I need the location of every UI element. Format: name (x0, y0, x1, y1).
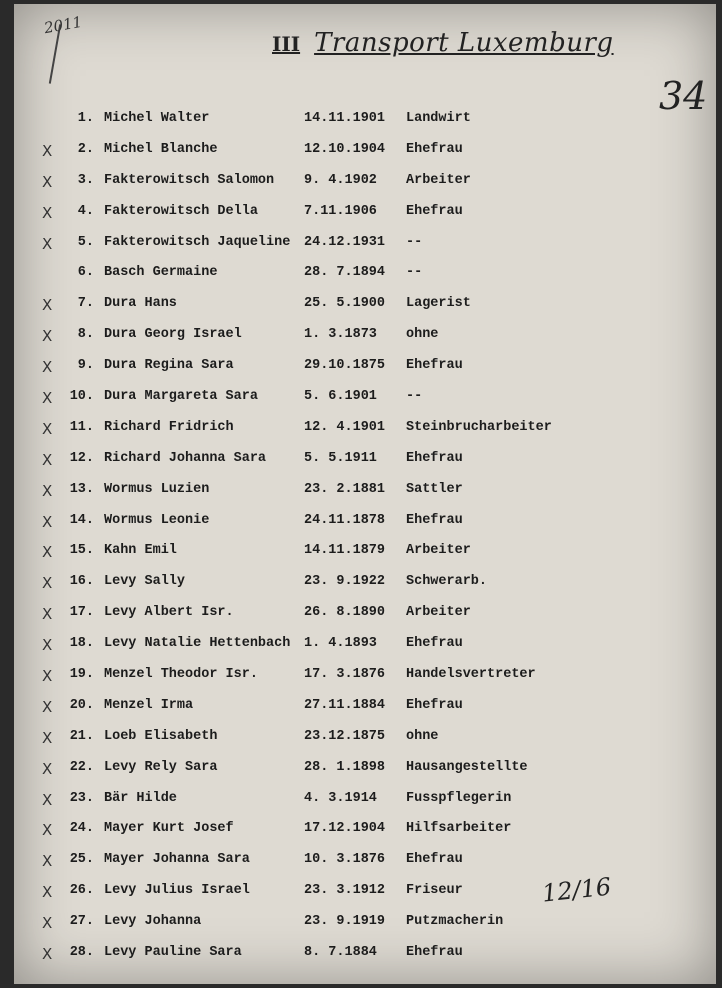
occupation: Friseur (406, 883, 463, 899)
check-mark: X (42, 790, 53, 809)
entry-number: 20. (69, 697, 94, 713)
entry-number: 27. (69, 914, 94, 930)
list-item (14, 444, 716, 475)
entry-number: 7. (77, 296, 94, 312)
birth-date: 24.12.1931 (304, 234, 386, 250)
person-name: Fakterowitsch Salomon (104, 172, 275, 188)
birth-date: 5. 5.1911 (304, 450, 377, 466)
birth-date: 12.10.1904 (304, 141, 386, 157)
entry-number: 23. (69, 790, 94, 806)
list-item (14, 629, 716, 660)
person-name: Michel Blanche (104, 141, 218, 157)
occupation: Putzmacherin (406, 914, 504, 930)
occupation: Ehefrau (406, 945, 463, 961)
person-name: Menzel Irma (104, 697, 194, 713)
birth-date: 8. 7.1884 (304, 945, 377, 961)
check-mark: X (42, 821, 53, 840)
occupation: Sattler (406, 481, 463, 497)
transport-title: Transport Luxemburg (314, 28, 614, 58)
birth-date: 28. 7.1894 (304, 265, 386, 281)
entry-number: 22. (69, 759, 94, 775)
occupation: Ehefrau (406, 512, 463, 528)
entry-number: 12. (69, 450, 94, 466)
list-item (14, 691, 716, 722)
birth-date: 23. 2.1881 (304, 481, 386, 497)
occupation: Hilfsarbeiter (406, 821, 512, 837)
birth-date: 17. 3.1876 (304, 667, 386, 683)
person-name: Levy Rely Sara (104, 759, 218, 775)
check-mark: X (42, 883, 53, 902)
person-name: Basch Germaine (104, 265, 218, 281)
list-item (14, 598, 716, 629)
transport-number: III (272, 32, 301, 56)
entry-number: 6. (77, 265, 94, 281)
entry-number: 3. (77, 172, 94, 188)
occupation: Schwerarb. (406, 574, 488, 590)
birth-date: 10. 3.1876 (304, 852, 386, 868)
birth-date: 23.12.1875 (304, 728, 386, 744)
birth-date: 9. 4.1902 (304, 172, 377, 188)
document-title (272, 28, 614, 58)
occupation: Handelsvertreter (406, 667, 536, 683)
person-name: Richard Fridrich (104, 419, 234, 435)
occupation: Ehefrau (406, 450, 463, 466)
person-name: Levy Johanna (104, 914, 202, 930)
occupation: Ehefrau (406, 852, 463, 868)
entry-number: 21. (69, 728, 94, 744)
entry-number: 9. (77, 358, 94, 374)
person-name: Levy Natalie Hettenbach (104, 636, 291, 652)
birth-date: 7.11.1906 (304, 203, 377, 219)
check-mark: X (42, 914, 53, 933)
check-mark: X (42, 759, 53, 778)
person-name: Bär Hilde (104, 790, 177, 806)
occupation: Ehefrau (406, 203, 463, 219)
check-mark: X (42, 172, 53, 191)
entry-number: 24. (69, 821, 94, 837)
person-name: Menzel Theodor Isr. (104, 667, 258, 683)
list-item (14, 536, 716, 567)
birth-date: 5. 6.1901 (304, 389, 377, 405)
occupation: -- (406, 265, 423, 281)
person-name: Levy Albert Isr. (104, 605, 234, 621)
occupation: Arbeiter (406, 172, 471, 188)
check-mark: X (42, 327, 53, 346)
person-name: Wormus Luzien (104, 481, 210, 497)
entry-number: 8. (77, 327, 94, 343)
person-name: Michel Walter (104, 111, 210, 126)
check-mark: X (42, 203, 53, 222)
person-name: Kahn Emil (104, 543, 177, 559)
list-item (14, 907, 716, 938)
entry-number: 5. (77, 234, 94, 250)
check-mark: X (42, 234, 53, 253)
check-mark: X (42, 574, 53, 593)
person-name: Levy Sally (104, 574, 186, 590)
corner-note-left: 2011 (42, 12, 84, 38)
list-item (14, 722, 716, 753)
occupation: Ehefrau (406, 358, 463, 374)
list-item (14, 660, 716, 691)
person-name: Dura Regina Sara (104, 358, 234, 374)
entry-number: 25. (69, 852, 94, 868)
list-item (14, 506, 716, 537)
entry-number: 19. (69, 667, 94, 683)
occupation: Ehefrau (406, 697, 463, 713)
person-name: Dura Margareta Sara (104, 389, 258, 405)
birth-date: 28. 1.1898 (304, 759, 386, 775)
check-mark: X (42, 605, 53, 624)
person-name: Levy Julius Israel (104, 883, 250, 899)
person-name: Richard Johanna Sara (104, 450, 267, 466)
birth-date: 27.11.1884 (304, 697, 386, 713)
list-item (14, 351, 716, 382)
birth-date: 1. 3.1873 (304, 327, 377, 343)
occupation: Arbeiter (406, 605, 471, 621)
list-item (14, 197, 716, 228)
occupation: -- (406, 234, 423, 250)
entry-number: 4. (77, 203, 94, 219)
list-item (14, 289, 716, 320)
birth-date: 14.11.1901 (304, 111, 386, 126)
check-mark: X (42, 450, 53, 469)
occupation: ohne (406, 327, 439, 343)
list-item (14, 135, 716, 166)
person-name: Dura Hans (104, 296, 177, 312)
check-mark: X (42, 419, 53, 438)
person-name: Mayer Johanna Sara (104, 852, 250, 868)
list-item (14, 475, 716, 506)
birth-date: 26. 8.1890 (304, 605, 386, 621)
check-mark: X (42, 389, 53, 408)
document-page (14, 4, 716, 984)
occupation: Fusspflegerin (406, 790, 512, 806)
occupation: ohne (406, 728, 439, 744)
person-name: Fakterowitsch Della (104, 203, 258, 219)
entry-number: 10. (69, 389, 94, 405)
occupation: -- (406, 389, 423, 405)
check-mark: X (42, 852, 53, 871)
check-mark: X (42, 358, 53, 377)
entry-number: 14. (69, 512, 94, 528)
check-mark: X (42, 481, 53, 500)
check-mark: X (42, 636, 53, 655)
birth-date: 23. 3.1912 (304, 883, 386, 899)
list-item (14, 413, 716, 444)
list-item (14, 567, 716, 598)
birth-date: 14.11.1879 (304, 543, 386, 559)
entry-number: 11. (69, 419, 94, 435)
footer-note: 12/16 (540, 872, 613, 908)
list-item (14, 258, 716, 289)
person-name: Loeb Elisabeth (104, 728, 218, 744)
person-name: Fakterowitsch Jaqueline (104, 234, 291, 250)
birth-date: 12. 4.1901 (304, 419, 386, 435)
list-item (14, 845, 716, 876)
birth-date: 24.11.1878 (304, 512, 386, 528)
list-item (14, 938, 716, 969)
occupation: Hausangestellte (406, 759, 528, 775)
check-mark: X (42, 543, 53, 562)
list-item (14, 104, 716, 135)
person-name: Dura Georg Israel (104, 327, 242, 343)
check-mark: X (42, 697, 53, 716)
list-item (14, 814, 716, 845)
birth-date: 23. 9.1919 (304, 914, 386, 930)
entry-number: 13. (69, 481, 94, 497)
occupation: Ehefrau (406, 636, 463, 652)
birth-date: 29.10.1875 (304, 358, 386, 374)
entry-number: 15. (69, 543, 94, 559)
corner-note-right: 34 (659, 74, 708, 118)
list-item (14, 228, 716, 259)
occupation: Lagerist (406, 296, 471, 312)
entry-number: 17. (69, 605, 94, 621)
occupation: Arbeiter (406, 543, 471, 559)
list-item (14, 320, 716, 351)
occupation: Landwirt (406, 111, 471, 126)
list-item (14, 382, 716, 413)
birth-date: 1. 4.1893 (304, 636, 377, 652)
entry-number: 2. (77, 141, 94, 157)
deportation-list (14, 104, 716, 969)
person-name: Wormus Leonie (104, 512, 210, 528)
entry-number: 1. (77, 111, 94, 126)
check-mark: X (42, 296, 53, 315)
birth-date: 23. 9.1922 (304, 574, 386, 590)
birth-date: 17.12.1904 (304, 821, 386, 837)
list-item (14, 753, 716, 784)
check-mark: X (42, 728, 53, 747)
check-mark: X (42, 141, 53, 160)
entry-number: 16. (69, 574, 94, 590)
birth-date: 4. 3.1914 (304, 790, 377, 806)
check-mark: X (42, 512, 53, 531)
check-mark: X (42, 945, 53, 964)
birth-date: 25. 5.1900 (304, 296, 386, 312)
occupation: Steinbrucharbeiter (406, 419, 552, 435)
entry-number: 26. (69, 883, 94, 899)
list-item (14, 166, 716, 197)
person-name: Levy Pauline Sara (104, 945, 242, 961)
entry-number: 28. (69, 945, 94, 961)
list-item (14, 784, 716, 815)
check-mark: X (42, 667, 53, 686)
occupation: Ehefrau (406, 141, 463, 157)
person-name: Mayer Kurt Josef (104, 821, 234, 837)
entry-number: 18. (69, 636, 94, 652)
